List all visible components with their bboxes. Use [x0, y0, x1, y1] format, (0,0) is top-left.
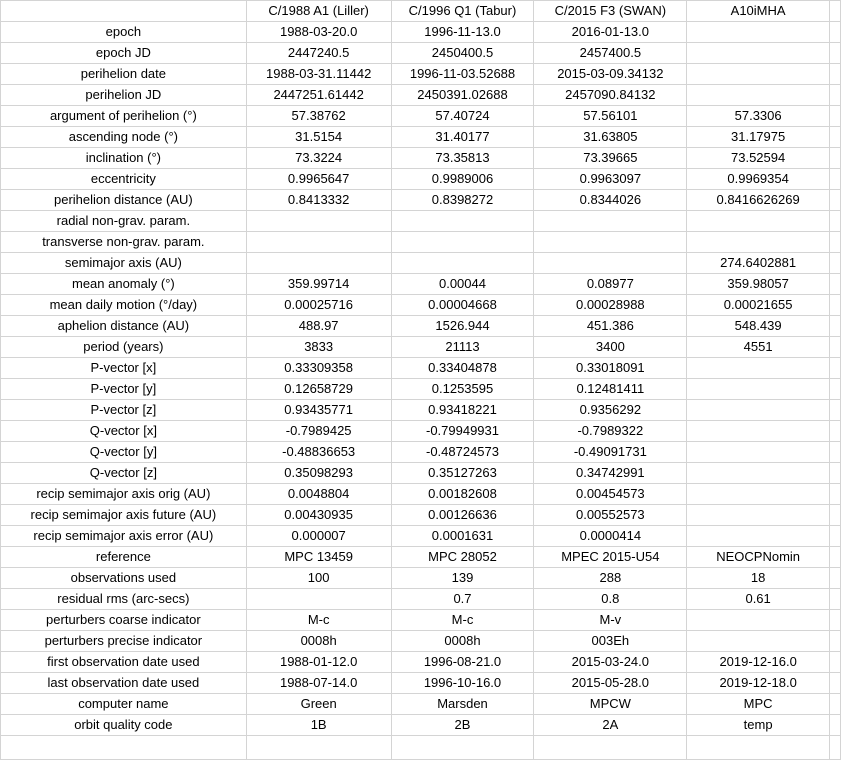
- empty-cell[interactable]: [391, 736, 534, 760]
- value-cell[interactable]: 488.97: [246, 316, 391, 337]
- empty-cell[interactable]: [830, 358, 841, 379]
- row-label-cell[interactable]: Q-vector [x]: [1, 421, 247, 442]
- row-label-cell[interactable]: argument of perihelion (°): [1, 106, 247, 127]
- table-row: [1, 379, 841, 400]
- table-row: [1, 652, 841, 673]
- value-cell[interactable]: 2A: [534, 715, 687, 736]
- empty-cell[interactable]: [830, 589, 841, 610]
- column-header-cell[interactable]: C/2015 F3 (SWAN): [534, 1, 687, 22]
- value-cell[interactable]: 288: [534, 568, 687, 589]
- value-cell[interactable]: 0.00454573: [534, 484, 687, 505]
- row-label-cell[interactable]: first observation date used: [1, 652, 247, 673]
- table-row: [1, 106, 841, 127]
- value-cell[interactable]: 1996-08-21.0: [391, 652, 534, 673]
- row-label-cell[interactable]: P-vector [y]: [1, 379, 247, 400]
- value-cell[interactable]: 57.40724: [391, 106, 534, 127]
- empty-cell[interactable]: [830, 442, 841, 463]
- empty-cell[interactable]: [830, 694, 841, 715]
- value-cell[interactable]: 73.52594: [687, 148, 830, 169]
- value-cell[interactable]: M-c: [391, 610, 534, 631]
- row-label-cell[interactable]: inclination (°): [1, 148, 247, 169]
- value-cell[interactable]: [687, 211, 830, 232]
- blank-row: [1, 736, 841, 760]
- value-cell[interactable]: MPC 13459: [246, 547, 391, 568]
- value-cell[interactable]: 57.3306: [687, 106, 830, 127]
- value-cell[interactable]: -0.48836653: [246, 442, 391, 463]
- row-label-cell[interactable]: recip semimajor axis future (AU): [1, 505, 247, 526]
- table-row: [1, 526, 841, 547]
- empty-cell[interactable]: [830, 505, 841, 526]
- value-cell[interactable]: 0.93418221: [391, 400, 534, 421]
- value-cell[interactable]: MPC 28052: [391, 547, 534, 568]
- value-cell[interactable]: 0.00021655: [687, 295, 830, 316]
- value-cell[interactable]: 0008h: [246, 631, 391, 652]
- value-cell[interactable]: 2015-03-24.0: [534, 652, 687, 673]
- empty-cell[interactable]: [830, 211, 841, 232]
- value-cell[interactable]: MPC: [687, 694, 830, 715]
- table-row: [1, 400, 841, 421]
- empty-cell[interactable]: [830, 610, 841, 631]
- column-header-cell[interactable]: C/1988 A1 (Liller): [246, 1, 391, 22]
- value-cell[interactable]: 73.39665: [534, 148, 687, 169]
- value-cell[interactable]: 0.9356292: [534, 400, 687, 421]
- value-cell[interactable]: 2447240.5: [246, 43, 391, 64]
- value-cell[interactable]: 18: [687, 568, 830, 589]
- value-cell[interactable]: 2019-12-18.0: [687, 673, 830, 694]
- value-cell[interactable]: [687, 421, 830, 442]
- table-row: [1, 316, 841, 337]
- value-cell[interactable]: [246, 253, 391, 274]
- value-cell[interactable]: 31.40177: [391, 127, 534, 148]
- value-cell[interactable]: [687, 526, 830, 547]
- value-cell[interactable]: [687, 22, 830, 43]
- value-cell[interactable]: [687, 400, 830, 421]
- table-row: [1, 631, 841, 652]
- empty-cell[interactable]: [830, 232, 841, 253]
- empty-cell[interactable]: [830, 484, 841, 505]
- value-cell[interactable]: M-c: [246, 610, 391, 631]
- empty-cell[interactable]: [830, 736, 841, 760]
- value-cell[interactable]: 0.8344026: [534, 190, 687, 211]
- table-row: [1, 337, 841, 358]
- value-cell[interactable]: [687, 379, 830, 400]
- value-cell[interactable]: 451.386: [534, 316, 687, 337]
- row-label-cell[interactable]: perturbers precise indicator: [1, 631, 247, 652]
- value-cell[interactable]: [687, 610, 830, 631]
- value-cell[interactable]: 2447251.61442: [246, 85, 391, 106]
- empty-cell[interactable]: [830, 274, 841, 295]
- value-cell[interactable]: 274.6402881: [687, 253, 830, 274]
- row-label-cell[interactable]: computer name: [1, 694, 247, 715]
- value-cell[interactable]: 0.00004668: [391, 295, 534, 316]
- table-row: [1, 43, 841, 64]
- table-row: [1, 694, 841, 715]
- row-label-cell[interactable]: P-vector [z]: [1, 400, 247, 421]
- table-row: [1, 64, 841, 85]
- header-corner-cell[interactable]: [1, 1, 247, 22]
- value-cell[interactable]: 0.00552573: [534, 505, 687, 526]
- value-cell[interactable]: 548.439: [687, 316, 830, 337]
- table-row: [1, 610, 841, 631]
- value-cell[interactable]: 0.00044: [391, 274, 534, 295]
- value-cell[interactable]: 1996-10-16.0: [391, 673, 534, 694]
- table-row: [1, 484, 841, 505]
- value-cell[interactable]: [534, 211, 687, 232]
- value-cell[interactable]: [687, 484, 830, 505]
- value-cell[interactable]: Green: [246, 694, 391, 715]
- empty-cell[interactable]: [830, 253, 841, 274]
- value-cell[interactable]: 0.000007: [246, 526, 391, 547]
- value-cell[interactable]: 0.00025716: [246, 295, 391, 316]
- value-cell[interactable]: 0.8416626269: [687, 190, 830, 211]
- value-cell[interactable]: [687, 631, 830, 652]
- empty-cell[interactable]: [830, 652, 841, 673]
- empty-cell[interactable]: [830, 400, 841, 421]
- value-cell[interactable]: [534, 232, 687, 253]
- value-cell[interactable]: 3833: [246, 337, 391, 358]
- value-cell[interactable]: 2457400.5: [534, 43, 687, 64]
- row-label-cell[interactable]: Q-vector [z]: [1, 463, 247, 484]
- value-cell[interactable]: 0.0000414: [534, 526, 687, 547]
- row-label-cell[interactable]: perihelion distance (AU): [1, 190, 247, 211]
- empty-cell[interactable]: [830, 337, 841, 358]
- column-header-cell[interactable]: A10iMHA: [687, 1, 830, 22]
- value-cell[interactable]: 0.33404878: [391, 358, 534, 379]
- empty-cell[interactable]: [830, 127, 841, 148]
- value-cell[interactable]: 0.9989006: [391, 169, 534, 190]
- value-cell[interactable]: 359.99714: [246, 274, 391, 295]
- empty-cell[interactable]: [830, 190, 841, 211]
- value-cell[interactable]: 4551: [687, 337, 830, 358]
- empty-cell[interactable]: [830, 715, 841, 736]
- empty-cell[interactable]: [830, 421, 841, 442]
- value-cell[interactable]: 0.9965647: [246, 169, 391, 190]
- empty-cell[interactable]: [830, 631, 841, 652]
- value-cell[interactable]: 1988-03-31.11442: [246, 64, 391, 85]
- value-cell[interactable]: 0.8398272: [391, 190, 534, 211]
- row-label-cell[interactable]: aphelion distance (AU): [1, 316, 247, 337]
- row-label-cell[interactable]: eccentricity: [1, 169, 247, 190]
- value-cell[interactable]: 2450391.02688: [391, 85, 534, 106]
- empty-cell[interactable]: [830, 568, 841, 589]
- value-cell[interactable]: -0.7989322: [534, 421, 687, 442]
- value-cell[interactable]: [246, 232, 391, 253]
- value-cell[interactable]: 73.35813: [391, 148, 534, 169]
- value-cell[interactable]: 0.33018091: [534, 358, 687, 379]
- empty-cell[interactable]: [830, 85, 841, 106]
- row-label-cell[interactable]: period (years): [1, 337, 247, 358]
- value-cell[interactable]: [687, 85, 830, 106]
- table-row: [1, 547, 841, 568]
- table-row: [1, 358, 841, 379]
- value-cell[interactable]: MPCW: [534, 694, 687, 715]
- value-cell[interactable]: [391, 211, 534, 232]
- row-label-cell[interactable]: residual rms (arc-secs): [1, 589, 247, 610]
- empty-cell[interactable]: [830, 106, 841, 127]
- row-label-cell[interactable]: observations used: [1, 568, 247, 589]
- table-row: [1, 253, 841, 274]
- value-cell[interactable]: 0.00430935: [246, 505, 391, 526]
- table-row: [1, 673, 841, 694]
- value-cell[interactable]: 0.12658729: [246, 379, 391, 400]
- empty-cell[interactable]: [830, 316, 841, 337]
- value-cell[interactable]: M-v: [534, 610, 687, 631]
- table-row: [1, 169, 841, 190]
- value-cell[interactable]: 21113: [391, 337, 534, 358]
- value-cell[interactable]: 1B: [246, 715, 391, 736]
- row-label-cell[interactable]: radial non-grav. param.: [1, 211, 247, 232]
- value-cell[interactable]: 0.61: [687, 589, 830, 610]
- empty-cell[interactable]: [830, 64, 841, 85]
- empty-cell[interactable]: [246, 736, 391, 760]
- table-row: [1, 127, 841, 148]
- value-cell[interactable]: [534, 253, 687, 274]
- value-cell[interactable]: 139: [391, 568, 534, 589]
- empty-cell[interactable]: [830, 169, 841, 190]
- value-cell[interactable]: 359.98057: [687, 274, 830, 295]
- value-cell[interactable]: [687, 358, 830, 379]
- table-row: [1, 232, 841, 253]
- value-cell[interactable]: 31.5154: [246, 127, 391, 148]
- value-cell[interactable]: [246, 211, 391, 232]
- table-row: [1, 463, 841, 484]
- value-cell[interactable]: 2450400.5: [391, 43, 534, 64]
- value-cell[interactable]: 73.3224: [246, 148, 391, 169]
- value-cell[interactable]: 2B: [391, 715, 534, 736]
- value-cell[interactable]: 0.00126636: [391, 505, 534, 526]
- table-row: [1, 505, 841, 526]
- table-row: [1, 22, 841, 43]
- table-row: [1, 442, 841, 463]
- row-label-cell[interactable]: recip semimajor axis orig (AU): [1, 484, 247, 505]
- value-cell[interactable]: -0.79949931: [391, 421, 534, 442]
- value-cell[interactable]: 0.9963097: [534, 169, 687, 190]
- value-cell[interactable]: 0.7: [391, 589, 534, 610]
- table-row: [1, 589, 841, 610]
- value-cell[interactable]: 0.93435771: [246, 400, 391, 421]
- value-cell[interactable]: 0.0048804: [246, 484, 391, 505]
- value-cell[interactable]: 100: [246, 568, 391, 589]
- value-cell[interactable]: 0.08977: [534, 274, 687, 295]
- table-row: [1, 715, 841, 736]
- value-cell[interactable]: 3400: [534, 337, 687, 358]
- empty-cell[interactable]: [830, 43, 841, 64]
- value-cell[interactable]: 57.38762: [246, 106, 391, 127]
- row-label-cell[interactable]: mean anomaly (°): [1, 274, 247, 295]
- value-cell[interactable]: 0.0001631: [391, 526, 534, 547]
- value-cell[interactable]: 1988-07-14.0: [246, 673, 391, 694]
- table-row: [1, 211, 841, 232]
- row-label-cell[interactable]: last observation date used: [1, 673, 247, 694]
- value-cell[interactable]: 2457090.84132: [534, 85, 687, 106]
- empty-cell[interactable]: [830, 463, 841, 484]
- value-cell[interactable]: 1996-11-03.52688: [391, 64, 534, 85]
- row-label-cell[interactable]: epoch JD: [1, 43, 247, 64]
- value-cell[interactable]: 1526.944: [391, 316, 534, 337]
- value-cell[interactable]: 1996-11-13.0: [391, 22, 534, 43]
- value-cell[interactable]: 31.17975: [687, 127, 830, 148]
- row-label-cell[interactable]: perihelion JD: [1, 85, 247, 106]
- table-row: [1, 274, 841, 295]
- table-row: [1, 421, 841, 442]
- value-cell[interactable]: 1988-01-12.0: [246, 652, 391, 673]
- empty-cell[interactable]: [830, 526, 841, 547]
- row-label-cell[interactable]: reference: [1, 547, 247, 568]
- value-cell[interactable]: 31.63805: [534, 127, 687, 148]
- row-label-cell[interactable]: P-vector [x]: [1, 358, 247, 379]
- value-cell[interactable]: 003Eh: [534, 631, 687, 652]
- column-header-cell[interactable]: C/1996 Q1 (Tabur): [391, 1, 534, 22]
- table-row: [1, 295, 841, 316]
- row-label-cell[interactable]: perturbers coarse indicator: [1, 610, 247, 631]
- value-cell[interactable]: 2015-03-09.34132: [534, 64, 687, 85]
- value-cell[interactable]: 1988-03-20.0: [246, 22, 391, 43]
- empty-cell[interactable]: [830, 547, 841, 568]
- empty-cell[interactable]: [830, 1, 841, 22]
- row-label-cell[interactable]: semimajor axis (AU): [1, 253, 247, 274]
- empty-cell[interactable]: [830, 295, 841, 316]
- table-row: [1, 148, 841, 169]
- value-cell[interactable]: [687, 43, 830, 64]
- empty-cell[interactable]: [1, 736, 247, 760]
- value-cell[interactable]: -0.7989425: [246, 421, 391, 442]
- value-cell[interactable]: 2016-01-13.0: [534, 22, 687, 43]
- empty-cell[interactable]: [534, 736, 687, 760]
- value-cell[interactable]: temp: [687, 715, 830, 736]
- table-row: [1, 190, 841, 211]
- value-cell[interactable]: [687, 505, 830, 526]
- value-cell[interactable]: 2019-12-16.0: [687, 652, 830, 673]
- value-cell[interactable]: Marsden: [391, 694, 534, 715]
- value-cell[interactable]: 0.35098293: [246, 463, 391, 484]
- value-cell[interactable]: 0.1253595: [391, 379, 534, 400]
- value-cell[interactable]: 0.00182608: [391, 484, 534, 505]
- empty-cell[interactable]: [830, 673, 841, 694]
- value-cell[interactable]: [687, 463, 830, 484]
- value-cell[interactable]: 0.34742991: [534, 463, 687, 484]
- value-cell[interactable]: 57.56101: [534, 106, 687, 127]
- row-label-cell[interactable]: orbit quality code: [1, 715, 247, 736]
- empty-cell[interactable]: [687, 736, 830, 760]
- value-cell[interactable]: -0.49091731: [534, 442, 687, 463]
- value-cell[interactable]: [391, 232, 534, 253]
- row-label-cell[interactable]: Q-vector [y]: [1, 442, 247, 463]
- value-cell[interactable]: 0.33309358: [246, 358, 391, 379]
- row-label-cell[interactable]: epoch: [1, 22, 247, 43]
- value-cell[interactable]: 0008h: [391, 631, 534, 652]
- value-cell[interactable]: 0.35127263: [391, 463, 534, 484]
- row-label-cell[interactable]: transverse non-grav. param.: [1, 232, 247, 253]
- row-label-cell[interactable]: mean daily motion (°/day): [1, 295, 247, 316]
- empty-cell[interactable]: [830, 379, 841, 400]
- value-cell[interactable]: 2015-05-28.0: [534, 673, 687, 694]
- value-cell[interactable]: [687, 64, 830, 85]
- table-row: [1, 568, 841, 589]
- header-row: [1, 1, 841, 22]
- value-cell[interactable]: 0.8: [534, 589, 687, 610]
- row-label-cell[interactable]: recip semimajor axis error (AU): [1, 526, 247, 547]
- value-cell[interactable]: 0.8413332: [246, 190, 391, 211]
- value-cell[interactable]: [687, 442, 830, 463]
- table-row: [1, 85, 841, 106]
- row-label-cell[interactable]: ascending node (°): [1, 127, 247, 148]
- value-cell[interactable]: -0.48724573: [391, 442, 534, 463]
- value-cell[interactable]: 0.9969354: [687, 169, 830, 190]
- value-cell[interactable]: 0.00028988: [534, 295, 687, 316]
- value-cell[interactable]: [687, 232, 830, 253]
- value-cell[interactable]: [246, 589, 391, 610]
- value-cell[interactable]: 0.12481411: [534, 379, 687, 400]
- value-cell[interactable]: [391, 253, 534, 274]
- value-cell[interactable]: NEOCPNomin: [687, 547, 830, 568]
- empty-cell[interactable]: [830, 148, 841, 169]
- value-cell[interactable]: MPEC 2015-U54: [534, 547, 687, 568]
- empty-cell[interactable]: [830, 22, 841, 43]
- row-label-cell[interactable]: perihelion date: [1, 64, 247, 85]
